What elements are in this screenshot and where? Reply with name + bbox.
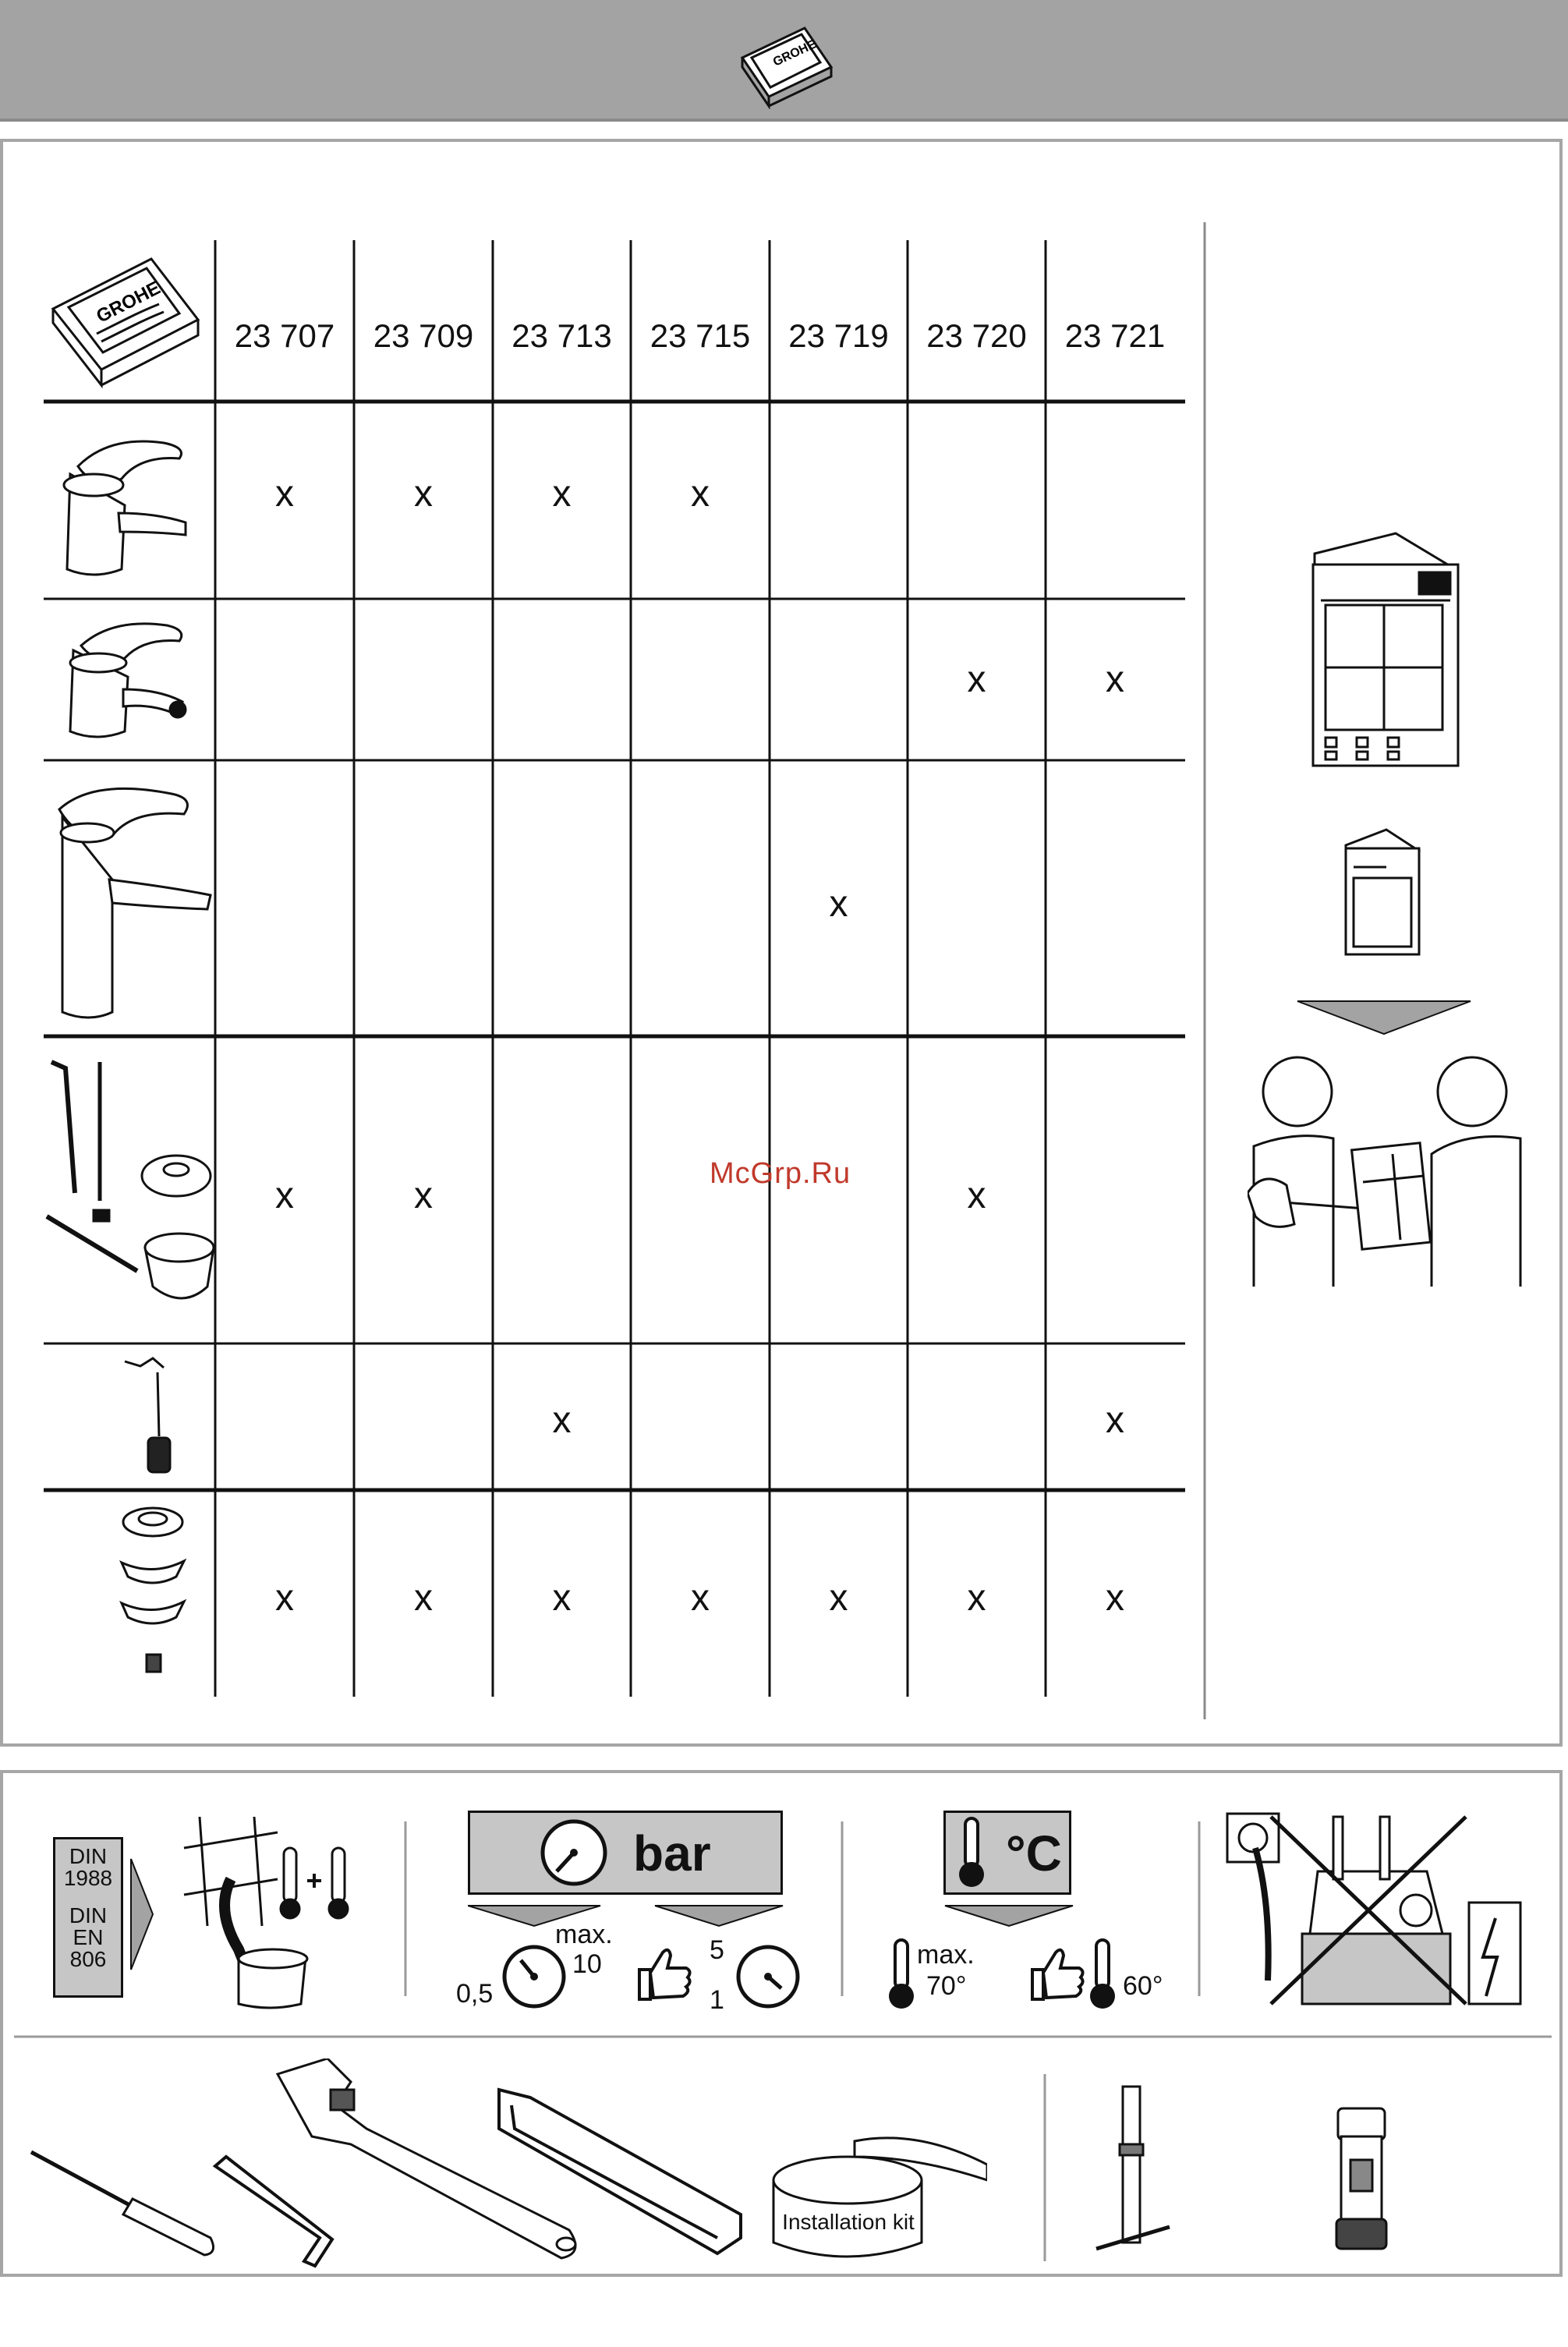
- pressure-max-value: 10: [572, 1949, 602, 1979]
- mark-chain-23721: x: [1106, 1400, 1124, 1441]
- norm-line-2: 1988: [63, 1866, 113, 1890]
- mark-fix-23709: x: [414, 1577, 433, 1619]
- flush-pipes-icon: [168, 1817, 363, 2012]
- pressure-header-box: [468, 1811, 783, 1895]
- no-instantaneous-heater-icon: [1224, 1809, 1528, 2012]
- mark-tall-23719: x: [829, 883, 848, 925]
- pressure-arrows: [468, 1904, 795, 1928]
- screwdriver-icon: [23, 2121, 226, 2261]
- pressure-min-value: 0,5: [456, 1979, 494, 2009]
- mark-fix-23721: x: [1106, 1577, 1124, 1619]
- pressure-unit: bar: [633, 1825, 711, 1881]
- mark-basin-23713: x: [552, 473, 572, 515]
- column-header-23707: 23 707: [234, 317, 335, 354]
- norm-line-4: EN: [73, 1925, 104, 1949]
- assembly-key-tool-icon: [1322, 2105, 1400, 2253]
- watermark-text: McGrp.Ru: [710, 1157, 851, 1190]
- temperature-arrow: [943, 1904, 1076, 1928]
- mark-bidet-23721: x: [1106, 659, 1124, 700]
- min-max-gauge-icon: [499, 1942, 569, 2012]
- din-norms-box: [53, 1837, 123, 1998]
- mark-waste-23709: x: [414, 1175, 433, 1216]
- installation-kit: [769, 2133, 987, 2266]
- mark-basin-23709: x: [414, 473, 433, 515]
- thumbs-up-temperature-icon: [1025, 1942, 1087, 2004]
- column-header-23719: 23 719: [788, 317, 889, 354]
- norm-line-1: DIN: [69, 1844, 108, 1868]
- mark-fix-23719: x: [829, 1577, 848, 1619]
- thumbs-up-icon: [632, 1942, 694, 2004]
- column-header-23721: 23 721: [1064, 317, 1166, 354]
- mark-fix-23713: x: [552, 1577, 572, 1619]
- column-header-23715: 23 715: [649, 317, 751, 354]
- mark-basin-23715: x: [691, 473, 710, 515]
- pressure-max-label: max.: [555, 1920, 613, 1949]
- socket-wrench-tool-icon: [1092, 2082, 1177, 2261]
- grohe-box-label: GROHE: [93, 277, 165, 327]
- column-header-23709: 23 709: [373, 317, 474, 354]
- mark-fix-23707: x: [275, 1577, 294, 1619]
- column-header-23713: 23 713: [511, 317, 612, 354]
- norm-line-5: 806: [69, 1947, 107, 1971]
- mark-waste-23720: x: [967, 1175, 986, 1216]
- installation-kit-label: Installation kit: [782, 2210, 915, 2234]
- column-header-23720: 23 720: [926, 317, 1027, 354]
- temperature-max-value: 70°: [926, 1971, 967, 2001]
- norm-line-3: DIN: [69, 1903, 108, 1928]
- mark-bidet-23720: x: [967, 659, 986, 700]
- temperature-unit: °C: [1006, 1825, 1062, 1881]
- recommended-gauge-icon: [733, 1942, 803, 2012]
- recommended-temperature-thermometer-icon: [1087, 1937, 1118, 2012]
- mark-fix-23720: x: [967, 1577, 986, 1619]
- installation-kit-tin-icon: [769, 2133, 987, 2266]
- temperature-max-label: max.: [917, 1940, 975, 1970]
- pressure-rec-low: 1: [710, 1985, 724, 2015]
- temperature-rec-value: 60°: [1123, 1971, 1163, 2001]
- mark-basin-23707: x: [275, 473, 294, 515]
- pressure-gauge-icon: [538, 1817, 610, 1889]
- thermometer-icon: [956, 1815, 987, 1890]
- hacksaw-icon: [483, 2082, 749, 2261]
- max-temperature-thermometer-icon: [886, 1937, 917, 2012]
- mark-waste-23707: x: [275, 1175, 294, 1216]
- grohe-wordmark: GROHE: [770, 37, 819, 69]
- mark-fix-23715: x: [691, 1577, 710, 1619]
- pressure-rec-high: 5: [710, 1935, 724, 1965]
- chevron-right-icon: [128, 1856, 156, 1973]
- mark-chain-23713: x: [552, 1400, 572, 1441]
